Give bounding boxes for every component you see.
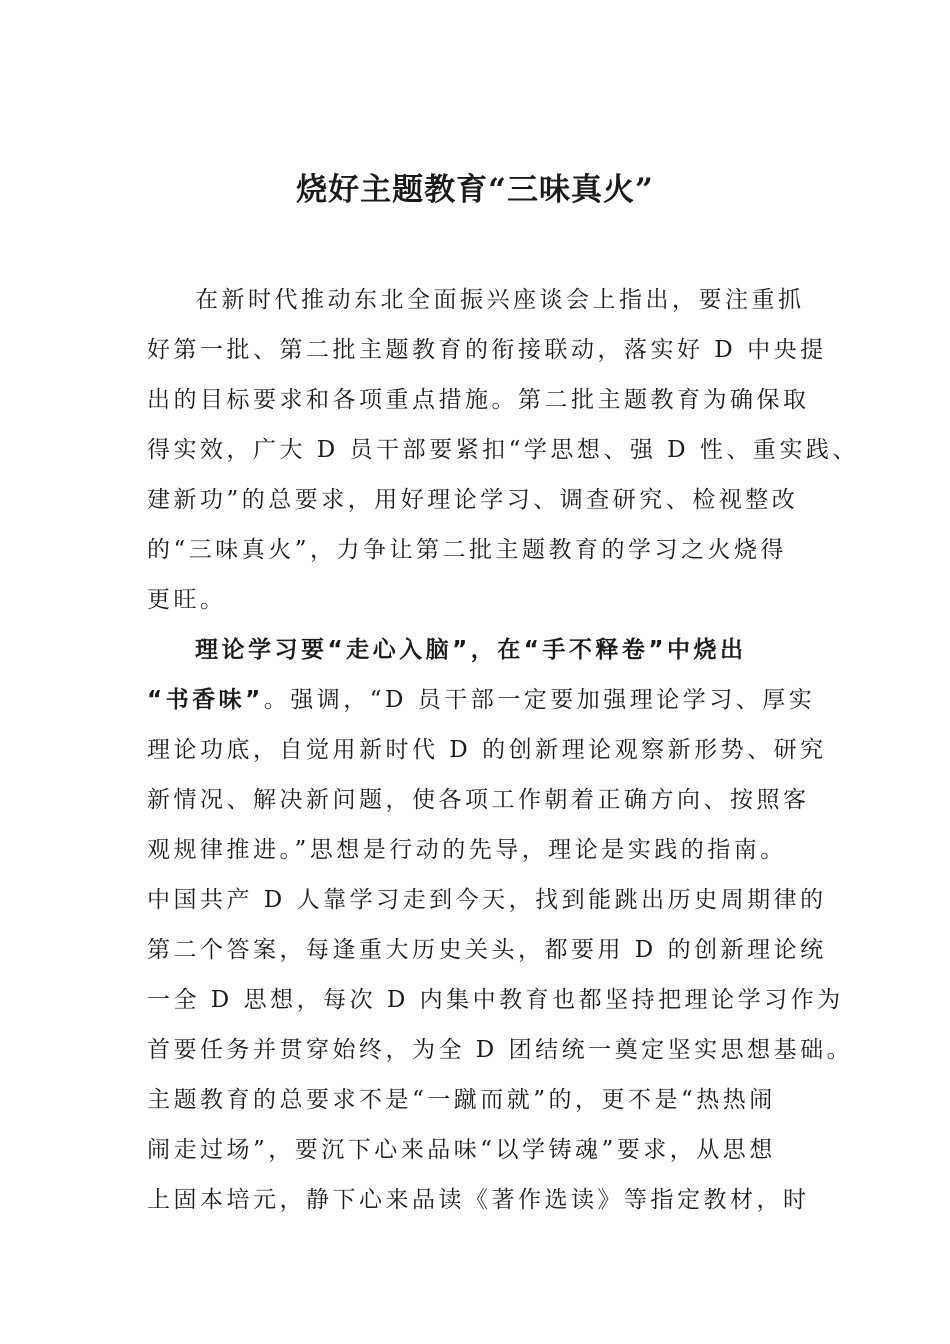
text-line: 理论功底，自觉用新时代 D 的创新理论观察新形势、研究 (147, 737, 827, 763)
text-line: 好第一批、第二批主题教育的衔接联动，落实好 D 中央提 (147, 337, 827, 363)
text-line: 的“三味真火”，力争让第二批主题教育的学习之火烧得 (147, 537, 788, 563)
text-line: 观规律推进。”思想是行动的先导，理论是实践的指南。 (147, 837, 787, 863)
text-line: 得实效，广大 D 员干部要紧扣“学思想、强 D 性、重实践、 (147, 437, 859, 463)
text-line: 中国共产 D 人靠学习走到今天，找到能跳出历史周期律的 (147, 887, 827, 913)
text-line: 出的目标要求和各项重点措施。第二批主题教育为确保取 (147, 387, 810, 413)
text-line: 建新功”的总要求，用好理论学习、调查研究、检视整改 (147, 487, 799, 513)
text-line: 主题教育的总要求不是“一蹴而就”的，更不是“热热闹 (147, 1087, 776, 1113)
text-segment: 。强调，“D 员干部一定要加强理论学习、厚实 (263, 687, 816, 713)
section-heading: 理论学习要“走心入脑”，在“手不释卷”中烧出 (195, 637, 747, 663)
text-line (147, 684, 827, 716)
text-line: 上固本培元，静下心来品读《著作选读》等指定教材，时 (147, 1187, 810, 1213)
text-line: 闹走过场”，要沉下心来品味“以学铸魂”要求，从思想 (147, 1137, 776, 1163)
text-line: 首要任务并贯穿始终，为全 D 团结统一奠定坚实思想基础。 (147, 1037, 854, 1063)
text-line: 更旺。 (147, 587, 227, 613)
text-line: 新情况、解决新问题，使各项工作朝着正确方向、按照客 (147, 787, 810, 813)
document-title: 烧好主题教育“三味真火” (296, 172, 654, 208)
text-line: 在新时代推动东北全面振兴座谈会上指出，要注重抓 (195, 287, 805, 313)
text-line: 一全 D 思想，每次 D 内集中教育也都坚持把理论学习作为 (147, 987, 844, 1013)
text-line: 第二个答案，每逢重大历史关头，都要用 D 的创新理论统 (147, 937, 827, 963)
section-heading-end: “书香味” (147, 687, 264, 713)
